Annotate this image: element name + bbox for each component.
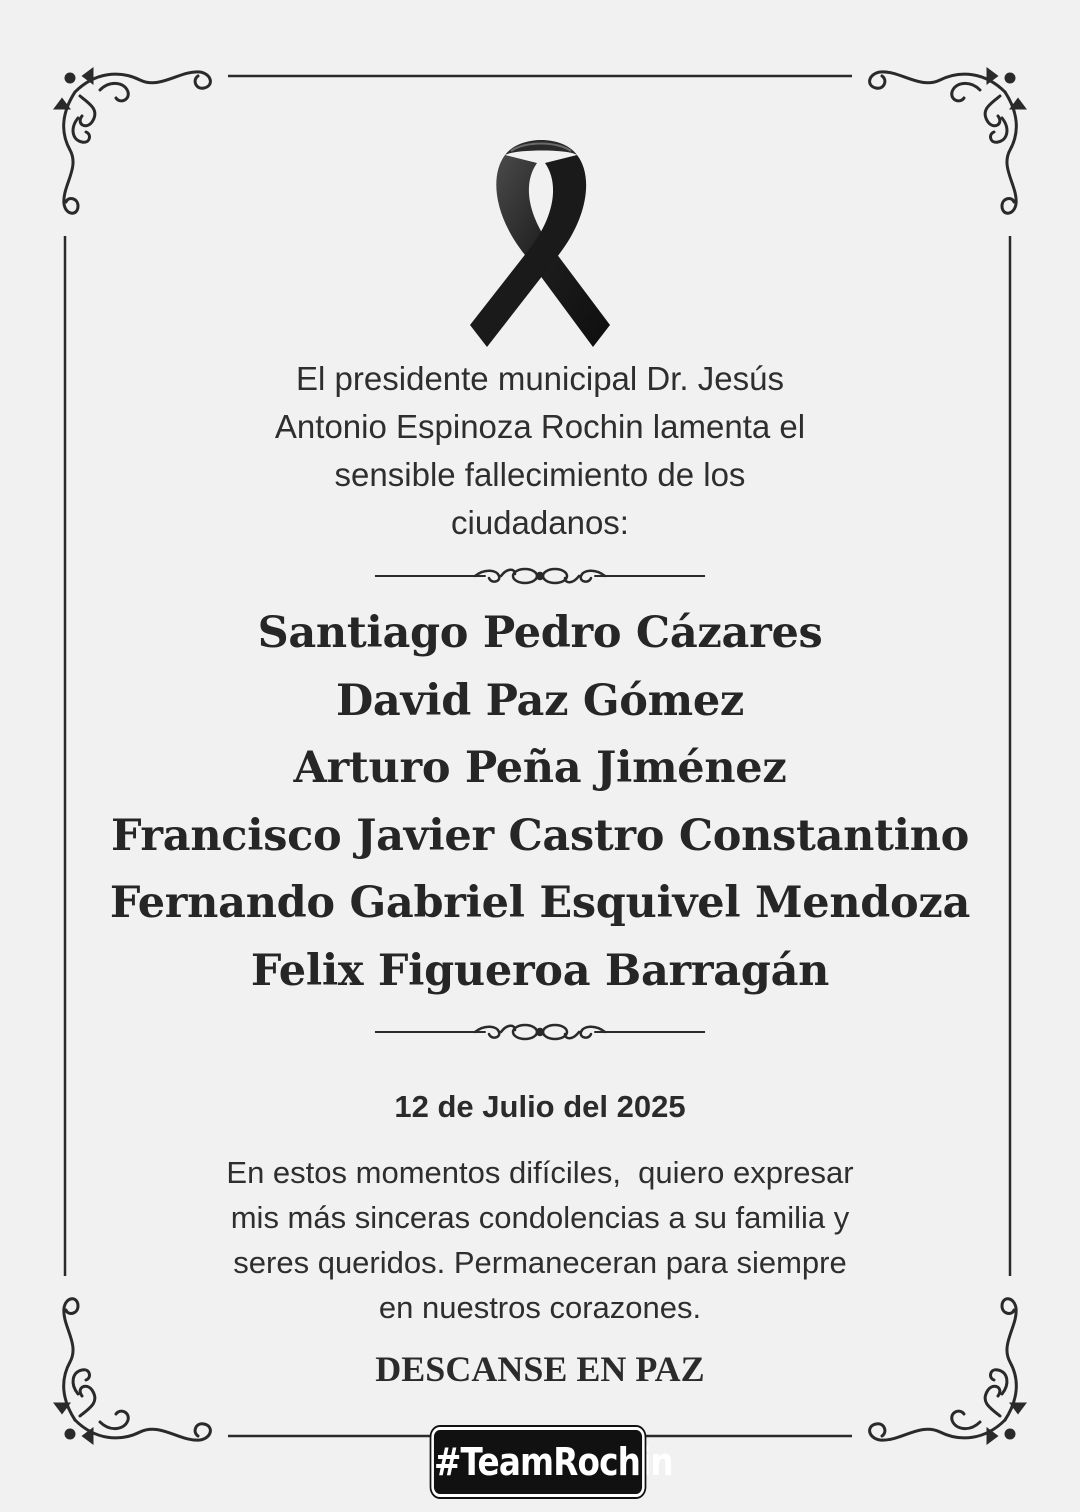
deceased-names-list	[40, 600, 1040, 1005]
hashtag-badge: #TeamRochin	[431, 1427, 644, 1497]
deceased-name: Fernando Gabriel Esquivel Mendoza	[109, 878, 971, 928]
intro-line: sensible fallecimiento de los	[334, 456, 746, 493]
mourning-ribbon-icon	[465, 135, 615, 350]
ornamental-divider-icon	[375, 1020, 705, 1044]
message-line: seres queridos. Permaneceran para siempre	[233, 1245, 847, 1280]
intro-line: El presidente municipal Dr. Jesús	[296, 360, 784, 397]
deceased-name: Arturo Peña Jiménez	[293, 743, 787, 793]
condolence-message	[140, 1150, 940, 1330]
deceased-name: Felix Figueroa Barragán	[250, 945, 830, 996]
deceased-name: David Paz Gómez	[335, 675, 745, 726]
deceased-name: Santiago Pedro Cázares	[257, 608, 823, 658]
ornamental-divider-icon	[375, 564, 705, 588]
closing-text: DESCANSE EN PAZ	[375, 1349, 705, 1389]
intro-line: Antonio Espinoza Rochin lamenta el	[274, 408, 806, 445]
deceased-name: Francisco Javier Castro Constantino	[110, 810, 970, 861]
intro-text	[140, 355, 940, 547]
message-line: En estos momentos difíciles, quiero expresar	[226, 1155, 854, 1190]
ornamental-corner-icon	[56, 70, 210, 213]
intro-line: ciudadanos:	[451, 504, 629, 541]
message-line: mis más sinceras condolencias a su familia y	[230, 1200, 850, 1235]
date-text: 12 de Julio del 2025	[394, 1089, 686, 1124]
message-line: en nuestros corazones.	[378, 1290, 702, 1325]
